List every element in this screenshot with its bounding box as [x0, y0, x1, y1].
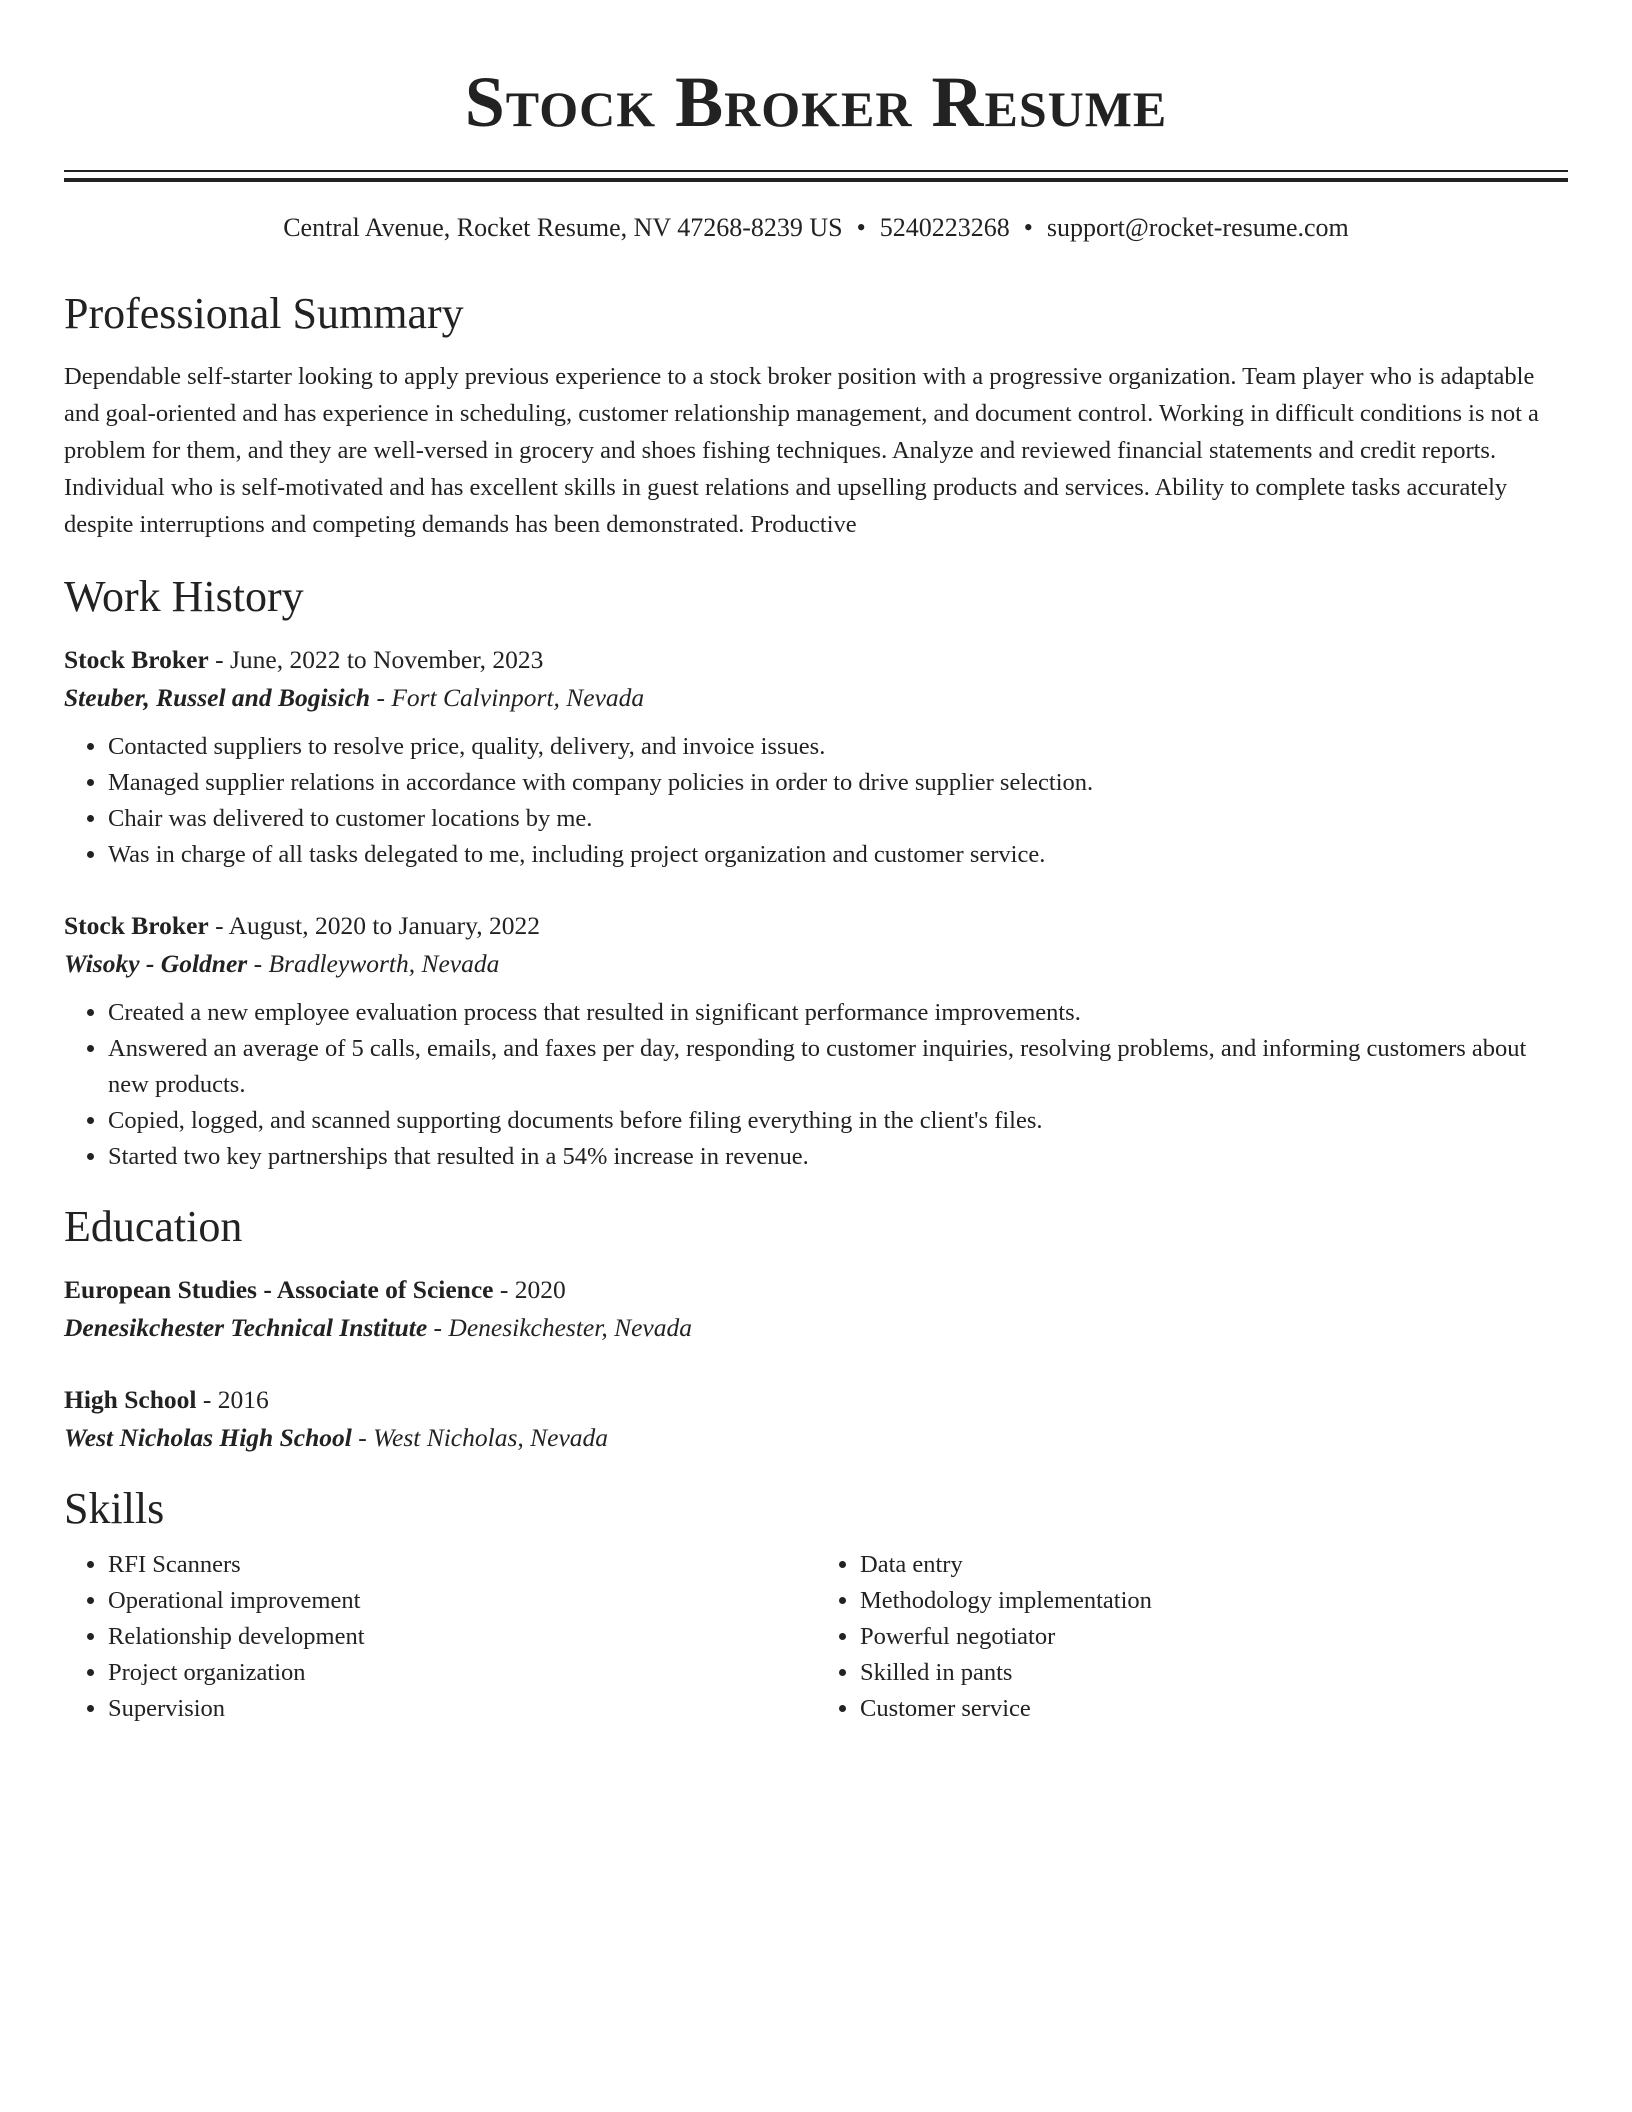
work-history-section [64, 571, 1568, 1175]
summary-heading: Professional Summary [64, 289, 464, 338]
page-title: Stock Broker Resume [464, 62, 1168, 142]
skill-item: • Customer service [860, 1691, 1568, 1727]
job-duty: • Was in charge of all tasks delegated to me, including project organization and customer service. [108, 837, 1568, 873]
job-company: Steuber, Russel and Bogisich [64, 683, 371, 712]
education-entry [64, 1271, 1568, 1347]
job-entry [64, 907, 1568, 1175]
skills-list-right [816, 1547, 1568, 1727]
job-company-line [64, 679, 1568, 717]
job-duty: • Started two key partnerships that resulted in a 54% increase in revenue. [108, 1139, 1568, 1175]
job-duty: • Answered an average of 5 calls, emails, and faxes per day, responding to customer inquiries, resolving problems, and informing customers about new products. [108, 1031, 1568, 1103]
job-location: - Bradleyworth, Nevada [247, 949, 500, 978]
job-entry [64, 641, 1568, 873]
job-duty: • Managed supplier relations in accordance with company policies in order to drive supplier selection. [108, 765, 1568, 801]
education-year: - 2016 [196, 1385, 269, 1414]
job-header [64, 641, 1568, 679]
job-duty: • Created a new employee evaluation process that resulted in significant performance improvements. [108, 995, 1568, 1031]
education-degree: European Studies - Associate of Science [64, 1275, 494, 1304]
education-heading: Education [64, 1202, 243, 1251]
job-company-line [64, 945, 1568, 983]
job-title: Stock Broker [64, 645, 209, 674]
education-header [64, 1271, 1568, 1309]
contact-separator: • [1023, 213, 1033, 242]
job-dates: - August, 2020 to January, 2022 [208, 911, 540, 940]
skill-item: • Relationship development [108, 1619, 816, 1655]
title-divider [64, 170, 1568, 182]
skills-heading: Skills [64, 1484, 165, 1533]
skills-section [64, 1483, 1568, 1727]
education-year: - 2020 [493, 1275, 566, 1304]
skills-columns [64, 1547, 1568, 1727]
education-school: Denesikchester Technical Institute [64, 1313, 428, 1342]
skill-item: • Skilled in pants [860, 1655, 1568, 1691]
job-dates: - June, 2022 to November, 2023 [208, 645, 544, 674]
job-duties [64, 729, 1568, 873]
skill-item: • RFI Scanners [108, 1547, 816, 1583]
work-history-heading: Work History [64, 572, 304, 621]
contact-email: support@rocket-resume.com [1046, 213, 1349, 242]
job-location: - Fort Calvinport, Nevada [370, 683, 645, 712]
skills-list-left [64, 1547, 816, 1727]
education-location: - Denesikchester, Nevada [427, 1313, 692, 1342]
education-entry [64, 1381, 1568, 1457]
education-school-line [64, 1309, 1568, 1347]
skill-item: • Methodology implementation [860, 1583, 1568, 1619]
education-degree: High School [64, 1385, 197, 1414]
education-section [64, 1201, 1568, 1457]
job-duties [64, 995, 1568, 1175]
contact-separator: • [856, 213, 866, 242]
skill-item: • Project organization [108, 1655, 816, 1691]
skills-column-right [816, 1547, 1568, 1727]
contact-line [64, 210, 1568, 246]
skill-item: • Operational improvement [108, 1583, 816, 1619]
education-location: - West Nicholas, Nevada [351, 1423, 609, 1452]
job-title: Stock Broker [64, 911, 209, 940]
skill-item: • Data entry [860, 1547, 1568, 1583]
education-school-line [64, 1419, 1568, 1457]
contact-phone: 5240223268 [879, 213, 1010, 242]
education-school: West Nicholas High School [64, 1423, 352, 1452]
job-company: Wisoky - Goldner [64, 949, 248, 978]
job-duty: • Chair was delivered to customer locations by me. [108, 801, 1568, 837]
skill-item: • Supervision [108, 1691, 816, 1727]
contact-address: Central Avenue, Rocket Resume, NV 47268-8239 US [283, 213, 843, 242]
skills-column-left [64, 1547, 816, 1727]
skill-item: • Powerful negotiator [860, 1619, 1568, 1655]
job-duty: • Contacted suppliers to resolve price, quality, delivery, and invoice issues. [108, 729, 1568, 765]
summary-text: Dependable self-starter looking to apply previous experience to a stock broker position with a progressive organization. Team player who is adaptable and goal-oriented and has experience in scheduling, customer relationship management, and document control. Working in difficult conditions is not a problem for them, and they are well-versed in grocery and shoes fishing techniques. Analyze and reviewed financial statements and credit reports. Individual who is self-motivated and has excellent skills in guest relations and upselling products and services. Ability to complete tasks accurately despite interruptions and competing demands has been demonstrated. Productive [64, 363, 1539, 538]
summary-section [64, 288, 1568, 543]
education-header [64, 1381, 1568, 1419]
job-duty: • Copied, logged, and scanned supporting documents before filing everything in the client's files. [108, 1103, 1568, 1139]
job-header [64, 907, 1568, 945]
